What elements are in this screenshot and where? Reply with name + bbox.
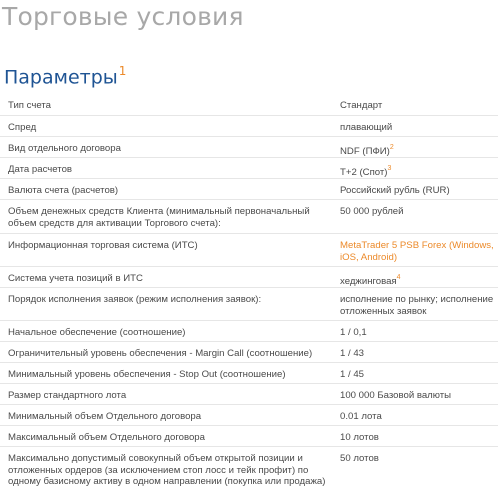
row-value: NDF (ПФИ)$^2$ bbox=[340, 144, 394, 158]
row-value: T+2 (Спот)$^3$ bbox=[340, 165, 392, 179]
table-row bbox=[0, 404, 498, 426]
its-link[interactable]: MetaTrader 5 PSB Forex (Windows, iOS, Android) bbox=[340, 240, 494, 263]
row-label: Вид отдельного договора bbox=[8, 143, 121, 154]
row-value: 1 / 43 bbox=[340, 348, 365, 359]
row-value: 50 лотов bbox=[340, 453, 379, 464]
row-value: исполнение по рынку; исполнение отложенных заявок bbox=[340, 294, 494, 317]
table-row bbox=[0, 266, 498, 288]
footnote-marker[interactable]: 4 bbox=[396, 274, 401, 281]
row-value: 100 000 Базовой валюты bbox=[340, 390, 452, 401]
row-value: Стандарт bbox=[340, 100, 383, 111]
row-label: Тип счета bbox=[8, 100, 51, 111]
row-label: Размер стандартного лота bbox=[8, 390, 127, 401]
table-row bbox=[0, 320, 498, 342]
row-label: Максимальный объем Отдельного договора bbox=[8, 432, 205, 443]
row-value: Российский рубль (RUR) bbox=[340, 185, 450, 196]
row-label: Порядок исполнения заявок (режим исполнения заявок): bbox=[8, 294, 262, 305]
table-row bbox=[0, 446, 498, 497]
row-value bbox=[340, 240, 496, 263]
table-row bbox=[0, 425, 498, 447]
table-row bbox=[0, 115, 498, 137]
row-label: Информационная торговая система (ИТС) bbox=[8, 240, 198, 251]
row-label: Минимальный уровень обеспечения - Stop Out (соотношение) bbox=[8, 369, 286, 380]
row-label: Ограничительный уровень обеспечения - Margin Call (соотношение) bbox=[8, 348, 313, 359]
row-value: хеджинговая$^4$ bbox=[340, 274, 401, 288]
section-title bbox=[4, 58, 126, 91]
table-row bbox=[0, 157, 498, 179]
row-label: Максимально допустимый совокупный объем открытой позиции и отложенных ордеров (за исключением стоп лосс и тейк профит) по одному базисному активу в одном направлении (покупка или продажа) bbox=[8, 453, 326, 487]
table-row bbox=[0, 287, 498, 321]
row-value: 50 000 рублей bbox=[340, 206, 404, 217]
table-row bbox=[0, 136, 498, 158]
row-label: Спред bbox=[8, 122, 37, 133]
row-label: Дата расчетов bbox=[8, 164, 73, 175]
table-row bbox=[0, 233, 498, 267]
table-row bbox=[0, 94, 498, 115]
table-row bbox=[0, 362, 498, 384]
row-value: 1 / 45 bbox=[340, 369, 365, 380]
table-row bbox=[0, 341, 498, 363]
table-row bbox=[0, 178, 498, 200]
row-value: 10 лотов bbox=[340, 432, 379, 443]
row-label: Начальное обеспечение (соотношение) bbox=[8, 327, 186, 338]
section-title-text: Параметры bbox=[4, 66, 118, 89]
row-label: Система учета позиций в ИТС bbox=[8, 273, 143, 284]
table-row bbox=[0, 383, 498, 405]
row-value: плавающий bbox=[340, 122, 393, 133]
row-label: Объем денежных средств Клиента (минимальный первоначальный объем средств для активации Торгового счета): bbox=[8, 206, 310, 229]
row-value: 0.01 лота bbox=[340, 411, 382, 422]
footnote-marker[interactable]: 2 bbox=[389, 144, 394, 151]
footnote-marker[interactable]: 3 bbox=[387, 165, 392, 172]
row-label: Валюта счета (расчетов) bbox=[8, 185, 119, 196]
section-footnote-marker[interactable]: 1 bbox=[118, 64, 127, 78]
page-title: Торговые условия bbox=[2, 2, 244, 31]
table-row bbox=[0, 199, 498, 234]
row-label: Минимальный объем Отдельного договора bbox=[8, 411, 202, 422]
row-value: 1 / 0,1 bbox=[340, 327, 367, 338]
